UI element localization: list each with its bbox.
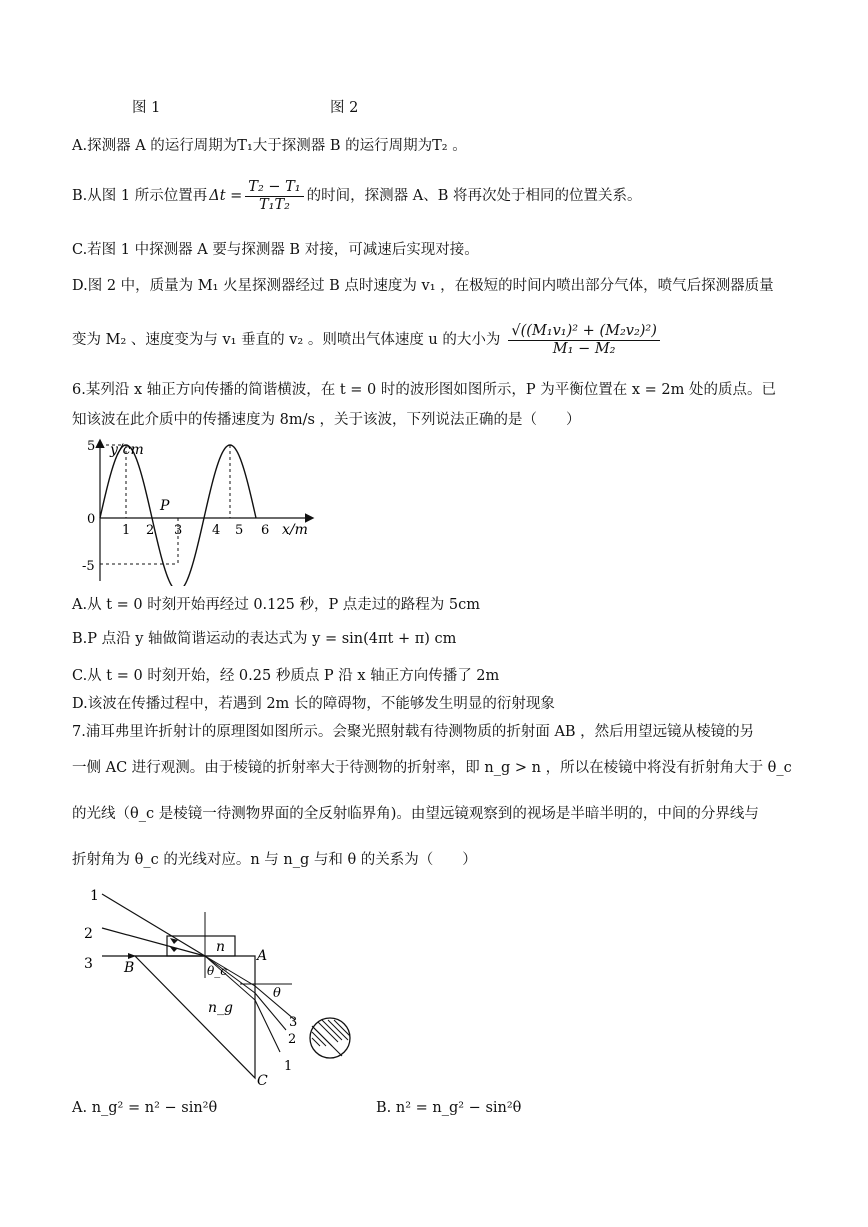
q7-option-a: A. n_g² = n² − sin²θ — [72, 1100, 218, 1116]
emergent-label-2: 2 — [288, 1032, 297, 1047]
q6-stem-line2: 知该波在此介质中的传播速度为 8m/s ，关于该波，下列说法正确的是（ ） — [72, 412, 581, 428]
q7-stem-line2: 一侧 AC 进行观测。由于棱镜的折射率大于待测物的折射率，即 n_g > n ，所以在棱镜中将没有折射角大于 θ_c — [72, 760, 792, 776]
theta-label: θ — [273, 986, 281, 1001]
origin-label: 0 — [87, 512, 96, 527]
x-axis-label: x/m — [282, 522, 308, 538]
q7-stem-line3: 的光线（θ_c 是棱镜一待测物界面的全反射临界角)。由望远镜观察到的视场是半暗半明的，中间的分界线与 — [72, 806, 759, 822]
q5-option-b-denominator: T₁T₂ — [258, 196, 290, 213]
x-tick-3: 3 — [174, 523, 183, 538]
refractometer-diagram — [80, 880, 370, 1090]
field-of-view-circle — [310, 1018, 350, 1058]
vertex-b-label: B — [124, 960, 135, 976]
x-tick-6: 6 — [261, 523, 270, 538]
q6-stem-line1: 6.某列沿 x 轴正方向传播的简谐横波，在 t = 0 时的波形图如图所示，P 为平衡位置在 x = 2m 处的质点。已 — [72, 382, 776, 398]
incident-ray-2 — [102, 928, 205, 956]
q5-option-b — [72, 176, 641, 216]
x-tick-2: 2 — [146, 523, 155, 538]
incident-ray-1 — [102, 894, 205, 956]
q6-option-c: C.从 t = 0 时刻开始，经 0.25 秒质点 P 沿 x 轴正方向传播了 2m — [72, 668, 500, 684]
emergent-label-3: 3 — [289, 1015, 298, 1030]
vertex-a-label: A — [257, 948, 268, 964]
prism-outline — [135, 956, 255, 1078]
refracted-ray-3 — [205, 956, 255, 1000]
sample-n-label: n — [216, 939, 226, 955]
ray-label-2: 2 — [84, 926, 93, 942]
q6-option-b: B.P 点沿 y 轴做简谐运动的表达式为 y = sin(4πt + π) cm — [72, 631, 457, 647]
wave-curve — [100, 445, 256, 586]
q7-stem-line4: 折射角为 θ_c 的光线对应。n 与 n_g 与和 θ 的关系为（ ） — [72, 852, 477, 868]
vertex-c-label: C — [257, 1073, 268, 1089]
x-tick-1: 1 — [122, 523, 131, 538]
q5-option-a: A.探测器 A 的运行周期为T₁大于探测器 B 的运行周期为T₂ 。 — [72, 138, 467, 154]
q5-option-b-prefix: B.从图 1 所示位置再 — [72, 188, 208, 204]
q5-option-d-line2 — [72, 318, 660, 362]
q5-option-d-numerator: √((M₁v₁)² + (M₂v₂)²) — [508, 323, 660, 341]
q5-option-b-suffix: 的时间，探测器 A、B 将再次处于相同的位置关系。 — [306, 188, 642, 204]
q7-option-b: B. n² = n_g² − sin²θ — [376, 1100, 522, 1116]
q5-option-b-numerator: T₂ − T₁ — [245, 179, 303, 197]
q5-option-c: C.若图 1 中探测器 A 要与探测器 B 对接，可减速后实现对接。 — [72, 242, 479, 258]
q5-option-d-fraction — [508, 323, 660, 358]
q5-option-d-line2-text: 变为 M₂ 、速度变为与 v₁ 垂直的 v₂ 。则喷出气体速度 u 的大小为 — [72, 332, 501, 348]
q5-option-b-fraction — [245, 179, 303, 214]
fig1-caption: 图 1 — [132, 100, 161, 116]
y-axis-label: y/cm — [110, 442, 144, 458]
q5-option-b-dt: Δt = — [209, 188, 243, 204]
q7-stem-line1: 7.浦耳弗里许折射计的原理图如图所示。会聚光照射载有待测物质的折射面 AB ，然后用望远镜从棱镜的另 — [72, 724, 755, 740]
ray-label-3: 3 — [84, 956, 93, 972]
theta-c-label: θ_c — [207, 964, 227, 978]
emergent-label-1: 1 — [284, 1059, 293, 1074]
point-p-label: P — [160, 498, 170, 514]
wave-graph — [80, 436, 330, 586]
fig2-caption: 图 2 — [330, 100, 359, 116]
q5-option-d-denominator: M₁ − M₂ — [552, 340, 616, 357]
x-tick-5: 5 — [235, 523, 244, 538]
y-tick-neg5: -5 — [82, 559, 95, 574]
y-tick-5: 5 — [87, 439, 96, 454]
x-tick-4: 4 — [212, 523, 221, 538]
q5-option-d-line1: D.图 2 中，质量为 M₁ 火星探测器经过 B 点时速度为 v₁ ，在极短的时间内喷出部分气体，喷气后探测器质量 — [72, 278, 774, 294]
q6-option-d: D.该波在传播过程中，若遇到 2m 长的障碍物，不能够发生明显的衍射现象 — [72, 696, 555, 712]
ray-label-1: 1 — [90, 888, 99, 904]
q6-option-a: A.从 t = 0 时刻开始再经过 0.125 秒，P 点走过的路程为 5cm — [72, 597, 481, 613]
prism-ng-label: n_g — [208, 1000, 233, 1016]
